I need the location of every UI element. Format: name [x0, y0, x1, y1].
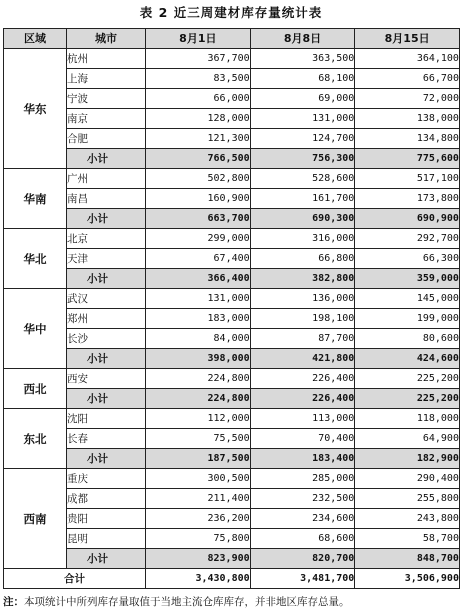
stock-value: 84,000 [146, 329, 251, 349]
stock-value: 243,800 [355, 509, 460, 529]
stock-value: 131,000 [146, 289, 251, 309]
stock-value: 528,600 [250, 169, 355, 189]
stock-value: 234,600 [250, 509, 355, 529]
stock-value: 367,700 [146, 49, 251, 69]
table-row [4, 329, 460, 349]
table-body [4, 49, 460, 569]
table-row [4, 69, 460, 89]
city-name: 天津 [67, 249, 146, 269]
grand-total-aug15: 3,506,900 [355, 569, 460, 589]
stock-value: 224,800 [146, 369, 251, 389]
header-city: 城市 [67, 29, 146, 49]
stock-value: 299,000 [146, 229, 251, 249]
table-row [4, 469, 460, 489]
stock-value: 66,700 [355, 69, 460, 89]
stock-value: 75,800 [146, 529, 251, 549]
stock-value: 363,500 [250, 49, 355, 69]
stock-value: 292,700 [355, 229, 460, 249]
grand-total-label: 合计 [4, 569, 146, 589]
stock-value: 232,500 [250, 489, 355, 509]
table-row [4, 509, 460, 529]
stock-value: 68,100 [250, 69, 355, 89]
stock-value: 316,000 [250, 229, 355, 249]
city-name: 宁波 [67, 89, 146, 109]
city-name: 武汉 [67, 289, 146, 309]
stock-value: 290,400 [355, 469, 460, 489]
city-name: 贵阳 [67, 509, 146, 529]
table-row [4, 309, 460, 329]
stock-value: 183,000 [146, 309, 251, 329]
table-row [4, 169, 460, 189]
subtotal-row [4, 549, 460, 569]
header-region: 区域 [4, 29, 67, 49]
region-name: 西南 [4, 469, 67, 569]
stock-value: 128,000 [146, 109, 251, 129]
grand-total-aug1: 3,430,800 [146, 569, 251, 589]
subtotal-label: 小计 [67, 449, 146, 469]
stock-value: 517,100 [355, 169, 460, 189]
subtotal-label: 小计 [67, 269, 146, 289]
stock-value: 67,400 [146, 249, 251, 269]
table-title: 表 2 近三周建材库存量统计表 [139, 5, 323, 20]
stock-value: 66,000 [146, 89, 251, 109]
stock-value: 80,600 [355, 329, 460, 349]
region-name: 华中 [4, 289, 67, 369]
table-row [4, 109, 460, 129]
header-aug8: 8月8日 [250, 29, 355, 49]
subtotal-row [4, 389, 460, 409]
stock-value: 225,200 [355, 369, 460, 389]
stock-value: 364,100 [355, 49, 460, 69]
table-row [4, 229, 460, 249]
table-row [4, 429, 460, 449]
stock-value: 66,800 [250, 249, 355, 269]
footnote-text: 本项统计中所列库存量取值于当地主流仓库库存，并非地区库存总量。 [24, 596, 350, 608]
subtotal-value: 359,000 [355, 269, 460, 289]
stock-value: 112,000 [146, 409, 251, 429]
table-row [4, 369, 460, 389]
stock-value: 113,000 [250, 409, 355, 429]
city-name: 郑州 [67, 309, 146, 329]
subtotal-value: 225,200 [355, 389, 460, 409]
city-name: 重庆 [67, 469, 146, 489]
stock-value: 75,500 [146, 429, 251, 449]
grand-total-row [4, 569, 460, 589]
stock-value: 300,500 [146, 469, 251, 489]
subtotal-row [4, 449, 460, 469]
subtotal-value: 690,300 [250, 209, 355, 229]
subtotal-value: 382,800 [250, 269, 355, 289]
stock-value: 285,000 [250, 469, 355, 489]
subtotal-value: 421,800 [250, 349, 355, 369]
subtotal-value: 823,900 [146, 549, 251, 569]
subtotal-value: 224,800 [146, 389, 251, 409]
stock-value: 68,600 [250, 529, 355, 549]
header-aug1: 8月1日 [146, 29, 251, 49]
region-name: 东北 [4, 409, 67, 469]
stock-value: 58,700 [355, 529, 460, 549]
region-name: 华北 [4, 229, 67, 289]
city-name: 杭州 [67, 49, 146, 69]
table-row [4, 189, 460, 209]
subtotal-label: 小计 [67, 549, 146, 569]
table-row [4, 489, 460, 509]
subtotal-label: 小计 [67, 209, 146, 229]
subtotal-value: 756,300 [250, 149, 355, 169]
stock-value: 211,400 [146, 489, 251, 509]
inventory-table [3, 28, 460, 589]
subtotal-value: 182,900 [355, 449, 460, 469]
stock-value: 255,800 [355, 489, 460, 509]
stock-value: 66,300 [355, 249, 460, 269]
stock-value: 118,000 [355, 409, 460, 429]
subtotal-row [4, 209, 460, 229]
city-name: 北京 [67, 229, 146, 249]
subtotal-row [4, 349, 460, 369]
subtotal-row [4, 149, 460, 169]
city-name: 昆明 [67, 529, 146, 549]
stock-value: 83,500 [146, 69, 251, 89]
stock-value: 145,000 [355, 289, 460, 309]
table-row [4, 249, 460, 269]
region-name: 华东 [4, 49, 67, 169]
subtotal-value: 690,900 [355, 209, 460, 229]
stock-value: 199,000 [355, 309, 460, 329]
footnote-prefix: 注： [3, 596, 24, 608]
stock-value: 70,400 [250, 429, 355, 449]
header-aug15: 8月15日 [355, 29, 460, 49]
city-name: 长春 [67, 429, 146, 449]
grand-total-aug8: 3,481,700 [250, 569, 355, 589]
subtotal-value: 663,700 [146, 209, 251, 229]
table-row [4, 409, 460, 429]
stock-value: 131,000 [250, 109, 355, 129]
city-name: 西安 [67, 369, 146, 389]
stock-value: 236,200 [146, 509, 251, 529]
table-row [4, 529, 460, 549]
stock-value: 502,800 [146, 169, 251, 189]
stock-value: 160,900 [146, 189, 251, 209]
subtotal-value: 187,500 [146, 449, 251, 469]
city-name: 南昌 [67, 189, 146, 209]
subtotal-value: 424,600 [355, 349, 460, 369]
region-name: 西北 [4, 369, 67, 409]
table-row [4, 129, 460, 149]
stock-value: 136,000 [250, 289, 355, 309]
table-row [4, 89, 460, 109]
subtotal-value: 820,700 [250, 549, 355, 569]
subtotal-label: 小计 [67, 389, 146, 409]
subtotal-value: 183,400 [250, 449, 355, 469]
stock-value: 226,400 [250, 369, 355, 389]
footnote [3, 594, 350, 610]
header-row [4, 29, 460, 49]
subtotal-value: 226,400 [250, 389, 355, 409]
stock-value: 87,700 [250, 329, 355, 349]
stock-value: 72,000 [355, 89, 460, 109]
city-name: 成都 [67, 489, 146, 509]
subtotal-value: 366,400 [146, 269, 251, 289]
stock-value: 138,000 [355, 109, 460, 129]
subtotal-value: 848,700 [355, 549, 460, 569]
stock-value: 134,800 [355, 129, 460, 149]
stock-value: 64,900 [355, 429, 460, 449]
city-name: 合肥 [67, 129, 146, 149]
subtotal-value: 398,000 [146, 349, 251, 369]
subtotal-label: 小计 [67, 149, 146, 169]
table-row [4, 289, 460, 309]
stock-value: 69,000 [250, 89, 355, 109]
stock-value: 161,700 [250, 189, 355, 209]
table-row [4, 49, 460, 69]
subtotal-value: 775,600 [355, 149, 460, 169]
stock-value: 173,800 [355, 189, 460, 209]
city-name: 上海 [67, 69, 146, 89]
stock-value: 124,700 [250, 129, 355, 149]
city-name: 南京 [67, 109, 146, 129]
region-name: 华南 [4, 169, 67, 229]
subtotal-row [4, 269, 460, 289]
stock-value: 198,100 [250, 309, 355, 329]
stock-value: 121,300 [146, 129, 251, 149]
subtotal-value: 766,500 [146, 149, 251, 169]
city-name: 沈阳 [67, 409, 146, 429]
city-name: 长沙 [67, 329, 146, 349]
subtotal-label: 小计 [67, 349, 146, 369]
city-name: 广州 [67, 169, 146, 189]
